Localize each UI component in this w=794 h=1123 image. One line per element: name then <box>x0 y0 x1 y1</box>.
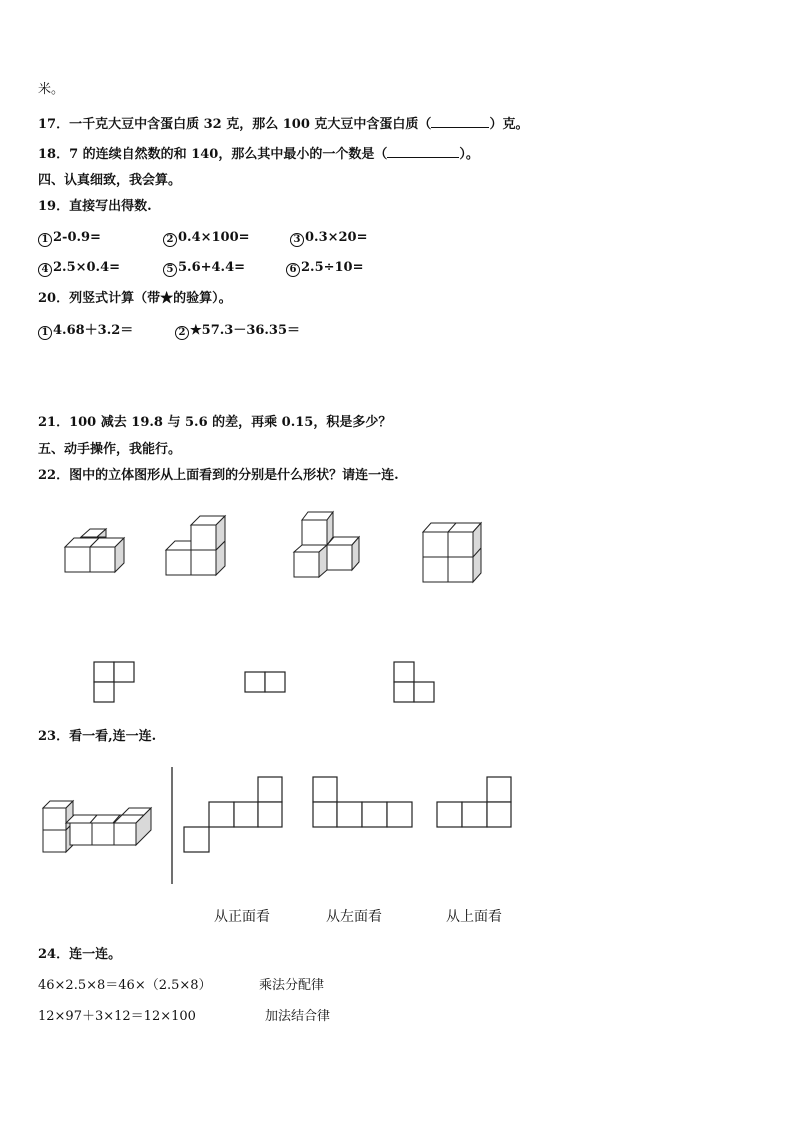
q18-text-after: ）。 <box>459 147 479 162</box>
question-23: 23．看一看,连一连. <box>38 729 157 744</box>
label-top-view[interactable]: 从上面看 <box>446 909 502 925</box>
q20-expression: 4.68＋3.2＝ <box>53 323 134 338</box>
section-5-heading: 五、动手操作，我能行。 <box>38 442 182 457</box>
q19-expression: 2.5×0.4= <box>53 260 121 275</box>
q20-expression: ★57.3－36.35＝ <box>190 323 301 338</box>
circled-number: 6 <box>286 263 300 277</box>
q17-number: 17． <box>38 117 70 132</box>
q19-expression: 0.4×100= <box>178 230 250 245</box>
circled-number: 5 <box>163 263 177 277</box>
q24-right-law[interactable]: 乘法分配律 <box>259 978 325 993</box>
q24-left-expression[interactable]: 46×2.5×8＝46×（2.5×8） <box>38 978 212 993</box>
circled-number: 3 <box>290 233 304 247</box>
circled-number: 2 <box>163 233 177 247</box>
question-20-title: 20．列竖式计算（带★的验算）。 <box>38 291 232 306</box>
question-19-title: 19．直接写出得数. <box>38 199 152 214</box>
q17-text-after: ）克。 <box>489 117 529 132</box>
top-fragment: 米。 <box>38 82 65 97</box>
circled-number: 1 <box>38 233 52 247</box>
q24-left-expression[interactable]: 12×97＋3×12＝12×100 <box>38 1009 196 1024</box>
q18-text-before: 7 的连续自然数的和 140，那么其中最小的一个数是（ <box>69 147 388 162</box>
q19-expression: 2-0.9= <box>53 230 101 245</box>
circled-number: 2 <box>175 326 189 340</box>
q19-expression: 5.6+4.4= <box>178 260 246 275</box>
question-21: 21．100 减去 19.8 与 5.6 的差，再乘 0.15，积是多少？ <box>38 415 392 430</box>
q24-right-law[interactable]: 加法结合律 <box>265 1009 331 1024</box>
q18-number: 18． <box>38 147 70 162</box>
circled-number: 4 <box>38 263 52 277</box>
question-22: 22．图中的立体图形从上面看到的分别是什么形状？请连一连. <box>38 468 399 483</box>
question-24-title: 24．连一连。 <box>38 947 122 962</box>
circled-number: 1 <box>38 326 52 340</box>
q17-text-before: 一千克大豆中含蛋白质 32 克，那么 100 克大豆中含蛋白质（ <box>69 117 432 132</box>
label-front-view[interactable]: 从正面看 <box>214 909 270 925</box>
q19-expression: 2.5÷10= <box>301 260 364 275</box>
label-left-view[interactable]: 从左面看 <box>326 909 382 925</box>
section-4-heading: 四、认真细致，我会算。 <box>38 173 182 188</box>
q19-expression: 0.3×20= <box>305 230 368 245</box>
